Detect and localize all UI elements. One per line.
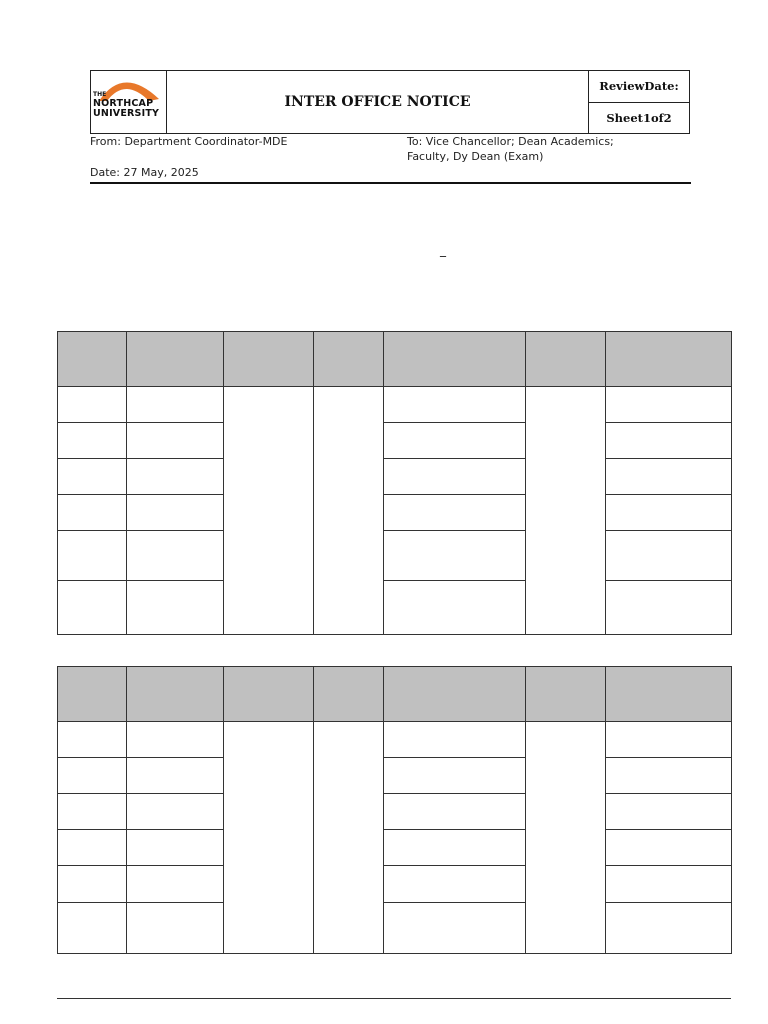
table-row bbox=[58, 722, 732, 758]
table-cell bbox=[127, 423, 224, 459]
table-cell bbox=[127, 459, 224, 495]
table-row bbox=[58, 581, 732, 635]
logo-northcap: NORTHCAP bbox=[93, 98, 154, 109]
table-cell bbox=[384, 581, 526, 635]
table-row bbox=[58, 903, 732, 954]
notice-header bbox=[90, 70, 690, 134]
merged-cell bbox=[526, 722, 606, 954]
table-cell bbox=[127, 794, 224, 830]
header-cell bbox=[127, 332, 224, 387]
dash-mark: _ bbox=[440, 243, 446, 257]
table-cell bbox=[127, 866, 224, 903]
header-cell bbox=[526, 332, 606, 387]
table-cell bbox=[58, 866, 127, 903]
review-date: ReviewDate: bbox=[589, 71, 689, 103]
from-line: From: Department Coordinator-MDE bbox=[90, 135, 288, 148]
table-cell bbox=[58, 495, 127, 531]
table-header-row bbox=[58, 332, 732, 387]
table-row bbox=[58, 387, 732, 423]
table-cell bbox=[606, 387, 732, 423]
merged-cell bbox=[314, 722, 384, 954]
table-cell bbox=[384, 531, 526, 581]
merged-cell bbox=[526, 387, 606, 635]
logo-the: THE bbox=[93, 91, 107, 98]
table-cell bbox=[606, 495, 732, 531]
table-cell bbox=[58, 903, 127, 954]
header-cell bbox=[314, 667, 384, 722]
header-cell bbox=[58, 667, 127, 722]
table-row bbox=[58, 758, 732, 794]
table-cell bbox=[384, 758, 526, 794]
table-cell bbox=[606, 758, 732, 794]
table-cell bbox=[606, 459, 732, 495]
table-cell bbox=[127, 758, 224, 794]
table-cell bbox=[58, 794, 127, 830]
table-cell bbox=[58, 531, 127, 581]
header-cell bbox=[314, 332, 384, 387]
table-cell bbox=[606, 531, 732, 581]
table-cell bbox=[384, 387, 526, 423]
footer-divider bbox=[57, 998, 731, 999]
table-row bbox=[58, 794, 732, 830]
table-cell bbox=[58, 581, 127, 635]
date-line: Date: 27 May, 2025 bbox=[90, 166, 199, 179]
table-row bbox=[58, 423, 732, 459]
table-row bbox=[58, 866, 732, 903]
header-cell bbox=[606, 667, 732, 722]
table-cell bbox=[58, 459, 127, 495]
header-cell bbox=[58, 332, 127, 387]
header-cell bbox=[127, 667, 224, 722]
table-cell bbox=[58, 830, 127, 866]
to-line-1: To: Vice Chancellor; Dean Academics; bbox=[407, 135, 614, 148]
table-cell bbox=[606, 794, 732, 830]
table-row bbox=[58, 459, 732, 495]
table-cell bbox=[384, 722, 526, 758]
table-cell bbox=[58, 423, 127, 459]
table-cell bbox=[606, 866, 732, 903]
table-cell bbox=[384, 423, 526, 459]
schedule-table-2 bbox=[57, 666, 732, 954]
header-right-panel bbox=[589, 71, 689, 133]
table-cell bbox=[384, 459, 526, 495]
header-cell bbox=[526, 667, 606, 722]
table-cell bbox=[606, 581, 732, 635]
table-cell bbox=[127, 387, 224, 423]
table-cell bbox=[606, 830, 732, 866]
table-cell bbox=[606, 423, 732, 459]
table-cell bbox=[606, 722, 732, 758]
header-cell bbox=[384, 667, 526, 722]
table-cell bbox=[58, 387, 127, 423]
notice-title: INTER OFFICE NOTICE bbox=[167, 71, 589, 133]
table-cell bbox=[384, 866, 526, 903]
merged-cell bbox=[314, 387, 384, 635]
header-cell bbox=[224, 332, 314, 387]
table-row bbox=[58, 531, 732, 581]
sheet-number: Sheet1of2 bbox=[606, 110, 672, 125]
table-cell bbox=[127, 581, 224, 635]
header-cell bbox=[224, 667, 314, 722]
table-cell bbox=[384, 495, 526, 531]
table-cell bbox=[127, 903, 224, 954]
table-header-row bbox=[58, 667, 732, 722]
to-line-2: Faculty, Dy Dean (Exam) bbox=[407, 150, 544, 163]
table-cell bbox=[606, 903, 732, 954]
table-cell bbox=[127, 830, 224, 866]
table-cell bbox=[58, 722, 127, 758]
table-cell bbox=[127, 531, 224, 581]
header-cell bbox=[384, 332, 526, 387]
university-logo bbox=[91, 71, 167, 133]
merged-cell bbox=[224, 722, 314, 954]
table-cell bbox=[58, 758, 127, 794]
table-row bbox=[58, 830, 732, 866]
logo-university: UNIVERSITY bbox=[93, 108, 160, 119]
table-row bbox=[58, 495, 732, 531]
table-cell bbox=[384, 903, 526, 954]
merged-cell bbox=[224, 387, 314, 635]
table-cell bbox=[127, 495, 224, 531]
header-cell bbox=[606, 332, 732, 387]
header-divider bbox=[90, 182, 691, 184]
table-cell bbox=[384, 794, 526, 830]
table-cell bbox=[384, 830, 526, 866]
schedule-table-1 bbox=[57, 331, 732, 635]
table-cell bbox=[127, 722, 224, 758]
